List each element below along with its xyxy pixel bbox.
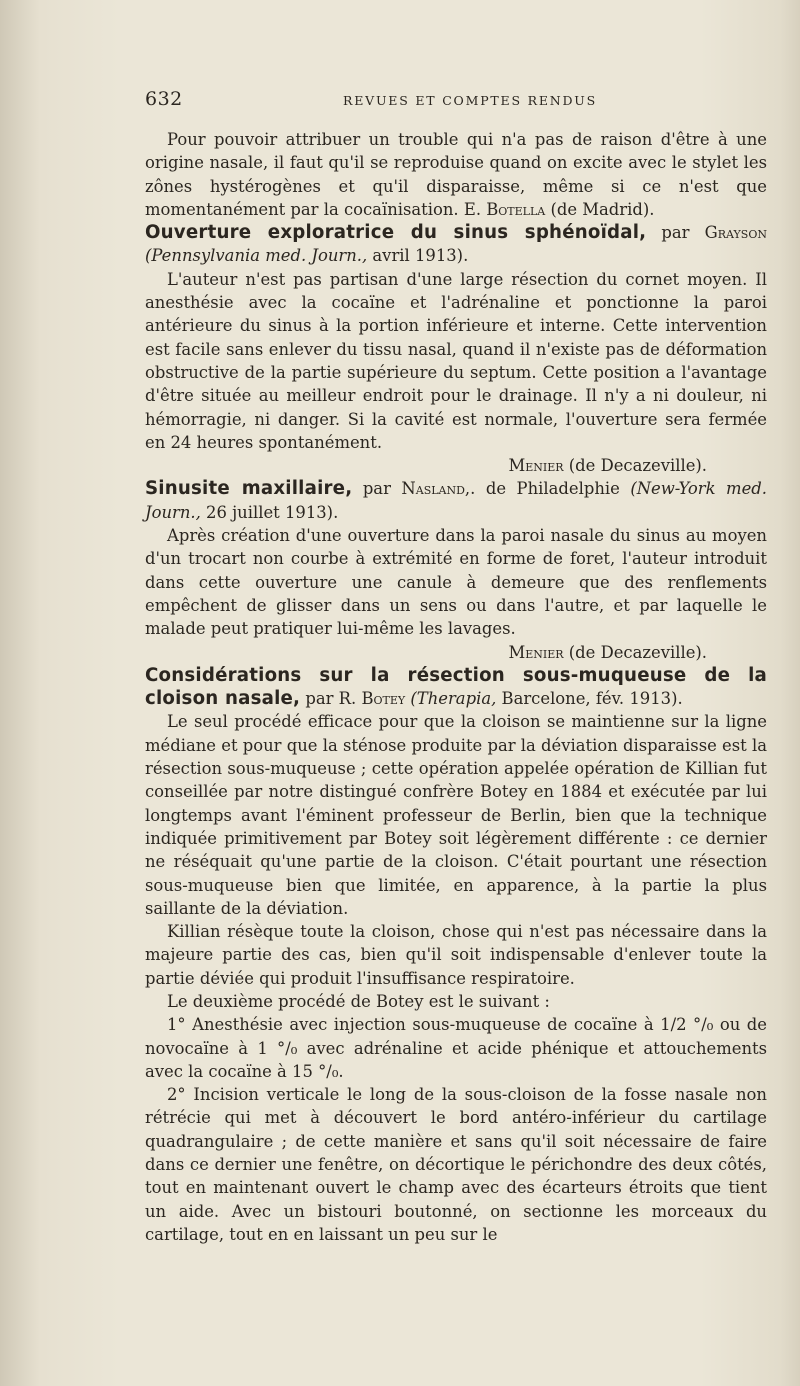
signature-place: (de Decazeville). [568, 642, 707, 662]
article-author: Botey [361, 689, 406, 709]
article-heading-septum [145, 664, 767, 711]
author-place: (de Madrid). [550, 199, 655, 219]
by-word: par [661, 223, 690, 243]
article-body-sphenoid: L'auteur n'est pas partisan d'une large résection du cornet moyen. Il anesthésie avec la cocaïne et l'adrénaline et ponctionne la paroi antérieure du sinus à la portion inférieure et interne. Cette intervention est facile sans enlever du tissu nasal, quand il n'existe pas de déformation obstructive de la partie supérieure du septum. Cette position a l'avantage d'être située au meilleur endroit pour le drainage. Il n'y a ni douleur, ni hémorragie, ni danger. Si la cavité est normale, l'ouverture sera fermée en 24 heures spontanément. [145, 269, 767, 452]
article-title: Considérations sur la résection sous-muqueuse de la cloison nasale, [145, 664, 767, 710]
reference-date: Barcelone, fév. 1913). [501, 689, 683, 709]
paragraph-text: Pour pouvoir attribuer un trouble qui n'a pas de raison d'être à une origine nasale, il faut qu'il se reproduise quand on excite avec le stylet les zônes hystérogènes et qu'il disparaisse, même si ce n'est que momentanément par la cocaïnisation. [145, 130, 767, 219]
signature-name: Menier [508, 456, 564, 476]
author-name: E. Botella [463, 199, 546, 219]
page-number: 632 [145, 88, 183, 110]
signature [145, 454, 767, 477]
reference-date: avril 1913). [372, 246, 469, 266]
body-text [145, 128, 767, 1246]
paragraph: Le seul procédé efficace pour que la cloison se maintienne sur la ligne médiane et pour que la sténose produite par la déviation disparaisse est la résection sous-muqueuse ; cette opération appelée opération de Killian fut conseillée par notre distingué confrère Botey en 1884 et exécutée par lui longtemps avant l'éminent professeur de Berlin, bien que la technique indiquée primitivement par Botey soit légèrement différente : ce dernier ne réséquait qu'une partie de la cloison. C'était pourtant une résection sous-muqueuse bien que limitée, en apparence, à la partie la plus saillante de la déviation. [145, 712, 767, 918]
journal-reference: (New-York med. Journ., [145, 479, 767, 522]
journal-reference: (Therapia, [410, 689, 497, 709]
article-heading-maxillary [145, 477, 767, 524]
article-title: Sinusite maxillaire, [145, 478, 353, 500]
paragraph: 1° Anesthésie avec injection sous-muqueuse de cocaïne à 1/2 °/₀ ou de novocaïne à 1 °/₀ avec adrénaline et acide phénique et attouchements avec la cocaïne à 15 °/₀. [145, 1015, 767, 1081]
signature-place: (de Decazeville). [568, 456, 707, 476]
signature [145, 641, 767, 664]
article-body-maxillary: Après création d'une ouverture dans la paroi nasale du sinus au moyen d'un trocart non courbe à extrémité en forme de foret, l'auteur introduit dans cette ouverture une canule à demeure que des renflements empêchent de glisser dans un sens ou dans l'autre, et par laquelle le malade peut pratiquer lui-même les lavages. [145, 526, 767, 639]
article-author: Nasland, [401, 479, 471, 499]
author-origin: . de Philadelphie [470, 479, 620, 499]
article-heading-sphenoid [145, 221, 767, 268]
paragraph: Le deuxième procédé de Botey est le suivant : [167, 991, 550, 1011]
paragraph-botella-end [145, 128, 767, 221]
article-author: Grayson [704, 223, 767, 243]
signature-name: Menier [508, 642, 564, 662]
running-head: REVUES ET COMPTES RENDUS [343, 93, 598, 108]
paragraph: Killian résèque toute la cloison, chose qui n'est pas nécessaire dans la majeure partie des cas, bien qu'il soit indispensable d'enlever toute la partie déviée qui produit l'insuffisance respiratoire. [145, 922, 767, 988]
by-word: par [362, 479, 391, 499]
page-header [145, 88, 765, 114]
article-title: Ouverture exploratrice du sinus sphénoïdal, [145, 222, 647, 244]
by-word: par R. [305, 689, 357, 709]
reference-date: 26 juillet 1913). [206, 502, 339, 522]
journal-reference: (Pennsylvania med. Journ., [145, 246, 368, 266]
paragraph: 2° Incision verticale le long de la sous-cloison de la fosse nasale non rétrécie qui met à découvert le bord antéro-inférieur du cartilage quadrangulaire ; de cette manière et sans qu'il soit nécessaire de faire dans ce dernier une fenêtre, on décortique le périchondre des deux côtés, tout en maintenant ouvert le champ avec des écarteurs étroits que tient un aide. Avec un bistouri boutonné, on sectionne les morceaux du cartilage, tout en en laissant un peu sur le [145, 1085, 767, 1244]
